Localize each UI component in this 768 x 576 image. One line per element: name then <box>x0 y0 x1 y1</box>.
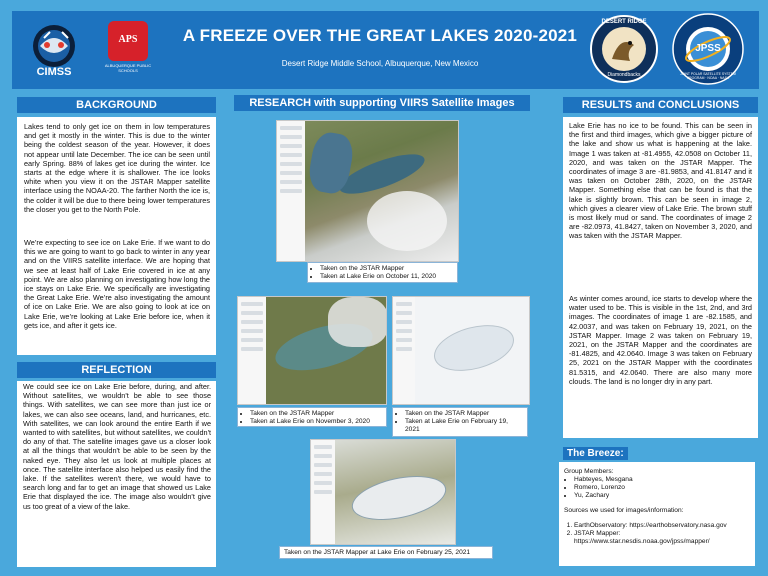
satellite-image-3 <box>392 296 530 405</box>
jpss-logo <box>668 12 748 86</box>
satellite-image-4 <box>310 439 456 545</box>
member-item: • Habteyes, Mesgana <box>574 476 750 484</box>
satellite-image-2 <box>237 296 387 405</box>
results-paragraph-2: As winter comes around, ice starts to develop where the water used to be. This is visible in the 1st, 2nd, and 3rd images. The coordinates of image 1 are -82.1585, and 42.0037, and was taken on February 19, 2021, on the JSTAR Mapper. Image 2 was taken on February 19, 2021, on the JSTAR Mapper and the coordinates are -81.4825, and 42.0640. Image 3 was taken on February 25, 2021 on the JSTAR Mapper with the coordinates 81.5315, and 42.0640. There are also many more clouds. The land is no longer dry in any part. <box>569 294 752 386</box>
aps-logo <box>106 21 150 79</box>
caption-3-line-1: • Taken on the JSTAR Mapper <box>405 410 523 418</box>
source-item[interactable]: 2. JSTAR Mapper: https://www.star.nesdis.noaa.gov/jpss/mapper/ <box>574 530 750 546</box>
jpss-wordmark: JPSS <box>695 43 721 54</box>
desert-ridge-name: DESERT RIDGE <box>601 19 647 25</box>
desert-ridge-logo <box>590 15 658 83</box>
caption-image-4 <box>279 546 493 559</box>
research-heading: RESEARCH with supporting VIIRS Satellite Images <box>234 95 530 111</box>
caption-3-line-2: • Taken at Lake Erie on February 19, 2021 <box>405 418 523 434</box>
caption-1-line-1: • Taken on the JSTAR Mapper <box>320 265 453 273</box>
background-panel <box>17 117 216 355</box>
caption-1-line-2: • Taken at Lake Erie on October 11, 2020 <box>320 273 453 281</box>
aps-subtitle: ALBUQUERQUE PUBLIC SCHOOLS <box>104 63 152 73</box>
desert-ridge-mascot: Diamondbacks <box>607 72 641 78</box>
page-subtitle: Desert Ridge Middle School, Albuquerque, New Mexico <box>281 59 479 68</box>
caption-image-1 <box>307 262 458 283</box>
caption-4-text: Taken on the JSTAR Mapper at Lake Erie on February 25, 2021 <box>284 549 471 556</box>
caption-image-2 <box>237 407 387 427</box>
members-label: Group Members: <box>564 468 614 475</box>
results-panel <box>563 117 758 438</box>
results-heading: RESULTS and CONCLUSIONS <box>563 97 758 113</box>
reflection-paragraph: We could see ice on Lake Erie before, during, and after. Without satellites, we wouldn't be able to see those things. With satellites, we can see more than just ice or lakes, we can also see oceans, land, and hurricanes, etc. With satellites, we can look around the entire Earth if we wanted to with satellites, but without satellites, we couldn't do any of that. The satellite images gave us a closer look at all the things that wouldn't be able to be seen by the naked eye. They also let us look at multiple places at once. The satellite interface also helped us easily find the lake. If the satellites weren't there, we would have to search long and far to get an image that showed us Lake Erie that displayed the ice. The image also wouldn't give us too great of a view of the lake. <box>23 382 211 511</box>
breeze-heading: The Breeze: <box>563 447 628 460</box>
aps-wordmark: APS <box>118 34 138 45</box>
member-item: • Romero, Lorenzo <box>574 484 750 492</box>
reflection-panel <box>17 381 216 567</box>
breeze-panel <box>559 462 755 566</box>
satellite-image-1 <box>276 120 459 262</box>
source-item[interactable]: 1. EarthObservatory: https://earthobservatory.nasa.gov <box>574 522 750 530</box>
background-paragraph-2: We’re expecting to see ice on Lake Erie. If we want to do this we are going to want to go back to winter in any year and on the VIIRS satellite interface. We are hoping that we see at least half of Lake Erie covered in ice at any point. We are also planning on investigating how long the ice stays on Lake Erie. We specifically are investigating the Great Lake Erie. We’re also investigating the amount of ice on Lake Erie. We are also going to look at ice on Lake Erie, we’re looking at Lake Erie before ice, when it gets ice, and after it gets ice. <box>24 238 210 330</box>
caption-2-line-1: • Taken on the JSTAR Mapper <box>250 410 382 418</box>
results-paragraph-1: Lake Erie has no ice to be found. This can be seen in the first and third images, which give a bigger picture of the lake and show us what is happening at the lake. Image 1 was taken at -81.4955, 42.0508 on October 11, 2020, and was taken on the JSTAR Mapper. The coordinates of image 3 are -81.9853, and 41.8147 and it was taken on October 28th, 2020, on the JSTAR Mapper. Something else that can be found is that the lake is slightly brown. This can be seen in image 2, which gives a clearer view of Lake Erie. The brown stuff is most likely mud or sand. The coordinates of image 2 are -82.0973, 41.8427, taken on November 3, 2020, and was taken with the JSTAR Mapper. <box>569 121 752 241</box>
cimss-wordmark: CIMSS <box>36 66 72 78</box>
cimss-logo <box>22 20 86 80</box>
sources-label: Sources we used for images/information: <box>564 507 684 514</box>
background-paragraph-1: Lakes tend to only get ice on them in low temperatures and get it mostly in the winter. This is due to the winter being the coldest season of the year. However, it does not appear until late December. The ice can be seen until early Spring. 88% of lakes get ice during the winter. Ice starts at the edge where it is shallower. The ice looks white when you view it on the JSTAR Mapper satellite interface using the NOAA-20. The farther North the ice is, the colder it will be due to there being lower temperatures the closer you get to the North Pole. <box>24 122 210 214</box>
caption-2-line-2: • Taken at Lake Erie on November 3, 2020 <box>250 418 382 426</box>
jpss-ring-text: JOINT POLAR SATELLITE SYSTEM PROGRAM · NOAA · NASA <box>680 72 736 80</box>
page-title: A FREEZE OVER THE GREAT LAKES 2020-2021 <box>182 26 578 45</box>
member-item: • Yu, Zachary <box>574 492 750 500</box>
background-heading: BACKGROUND <box>17 97 216 113</box>
reflection-heading: REFLECTION <box>17 362 216 378</box>
caption-image-3 <box>392 407 528 437</box>
